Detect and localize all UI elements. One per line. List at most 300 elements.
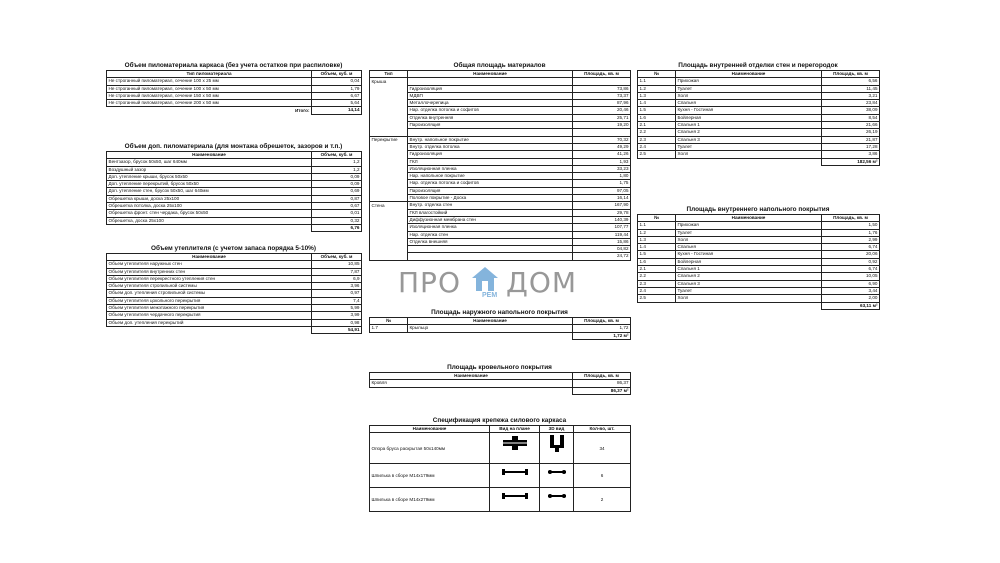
- fasteners-section: [369, 417, 630, 512]
- row-value: 119,44: [573, 231, 631, 238]
- row-name: Вентзазор, брусок 50х50, шаг 640мм: [107, 159, 312, 166]
- table-row: [638, 244, 880, 251]
- row-value: 5,99: [312, 305, 362, 312]
- lumber-section: [106, 62, 361, 115]
- row-value: 17,28: [822, 143, 880, 150]
- row-type: [370, 107, 408, 114]
- stud-plan-icon: [490, 488, 540, 512]
- row-number: 1.4: [638, 100, 676, 107]
- row-value: 7,4: [312, 297, 362, 304]
- row-name: МДВП: [408, 92, 573, 99]
- table-row: [107, 166, 362, 173]
- table-row: [638, 229, 880, 236]
- row-value: 0,87: [312, 195, 362, 202]
- row-value: 0,98: [312, 319, 362, 326]
- row-value: 6,74: [822, 244, 880, 251]
- row-number: 1.6: [638, 258, 676, 265]
- row-number: 2.5: [638, 295, 676, 302]
- col-header: Площадь, кв. м: [822, 71, 880, 78]
- row-value: 6,67: [312, 92, 362, 99]
- row-type: [370, 209, 408, 216]
- fasteners-table: [369, 425, 631, 512]
- table-row: [638, 136, 880, 143]
- row-value: 3,86: [822, 151, 880, 158]
- total-value: 63,11 м²: [822, 302, 880, 309]
- row-name: Шпилька в сборе М14х279мм: [370, 488, 490, 512]
- table-row: [638, 143, 880, 150]
- row-name: Объем утеплителя внутренних стен: [107, 268, 312, 275]
- row-number: 1.7: [370, 325, 408, 332]
- row-value: 1,72: [573, 325, 631, 332]
- row-type: [370, 129, 408, 136]
- row-value: 6,56: [822, 78, 880, 85]
- insulation-table: [106, 253, 362, 334]
- table-row: [370, 253, 631, 260]
- col-header: Площадь, кв. м: [822, 215, 880, 222]
- row-type: Перекрытие: [370, 136, 408, 143]
- row-value: 16,14: [573, 195, 631, 202]
- row-value: 73,86: [573, 85, 631, 92]
- row-value: 29,78: [573, 209, 631, 216]
- total-value: 182,56 м²: [822, 158, 880, 165]
- row-value: 49,29: [573, 143, 631, 150]
- table-row: [638, 287, 880, 294]
- row-type: [370, 187, 408, 194]
- row-value: 0,92: [822, 258, 880, 265]
- roof-table: [369, 372, 631, 395]
- table-row: [370, 78, 631, 85]
- row-type: [370, 122, 408, 129]
- row-name: Пароизоляция: [408, 122, 573, 129]
- row-value: 0,04: [312, 78, 362, 85]
- table-row: [638, 266, 880, 273]
- table-row: [107, 305, 362, 312]
- row-name: Холл: [676, 92, 822, 99]
- col-header: Наименование: [408, 71, 573, 78]
- col-header: Кол-во, шт.: [574, 426, 631, 433]
- row-name: Кровля: [370, 380, 573, 387]
- table-row: [107, 100, 362, 107]
- blank-cell: [408, 332, 573, 339]
- row-value: 20,06: [822, 251, 880, 258]
- row-type: [370, 100, 408, 107]
- blank-cell: [638, 302, 676, 309]
- row-number: 1.2: [638, 85, 676, 92]
- row-name: Внутр. отделка стен: [408, 202, 573, 209]
- row-value: [573, 78, 631, 85]
- row-value: 1,75: [573, 180, 631, 187]
- table-row: [638, 151, 880, 158]
- table-row: [370, 216, 631, 223]
- row-value: 8,54: [822, 114, 880, 121]
- row-name: Диффузионная мембрана стен: [408, 216, 573, 223]
- table-row: [107, 78, 362, 85]
- row-name: Объем утеплителя чердачного перекрытия: [107, 312, 312, 319]
- table-row: [370, 143, 631, 150]
- row-name: ГКЛ влагостойкий: [408, 209, 573, 216]
- row-name: Нар. отделка потолка и софитов: [408, 180, 573, 187]
- row-type: [370, 195, 408, 202]
- row-value: 1,76: [822, 229, 880, 236]
- table-row: [370, 165, 631, 172]
- outdoor-floor-section: [369, 309, 630, 340]
- row-name: Кухня - Гостиная: [676, 251, 822, 258]
- row-value: 38,09: [822, 107, 880, 114]
- row-name: Не строганный пиломатериал, сечение 150 x 50 мм: [107, 92, 312, 99]
- table-row: [370, 151, 631, 158]
- row-number: 2.2: [638, 273, 676, 280]
- table-row: [638, 114, 880, 121]
- row-name: Спальня 2: [676, 273, 822, 280]
- table-row: [370, 180, 631, 187]
- row-name: Холл: [676, 151, 822, 158]
- row-value: 7,87: [312, 268, 362, 275]
- row-name: Спальня 1: [676, 266, 822, 273]
- table-row: [638, 258, 880, 265]
- row-name: Холл: [676, 236, 822, 243]
- table-row: [370, 209, 631, 216]
- row-value: 107,77: [573, 224, 631, 231]
- row-value: 11,45: [822, 85, 880, 92]
- row-name: Доп. утепление перекрытий, брусок 50х50: [107, 181, 312, 188]
- row-name: Туалет: [676, 85, 822, 92]
- row-name: [408, 253, 573, 260]
- row-name: Бойлерная: [676, 114, 822, 121]
- row-type: [370, 253, 408, 260]
- row-value: 97,05: [573, 187, 631, 194]
- row-value: 3,96: [312, 283, 362, 290]
- row-value: 04,82: [573, 246, 631, 253]
- col-header: Объем, куб. м: [312, 254, 362, 261]
- row-value: 2,99: [822, 236, 880, 243]
- row-value: 0,97: [312, 290, 362, 297]
- row-name: Холл: [676, 295, 822, 302]
- row-name: Доп. утепление крыши, брусок 50х50: [107, 173, 312, 180]
- row-name: Туалет: [676, 229, 822, 236]
- row-value: 2,00: [822, 295, 880, 302]
- row-name: Обрешетка крыши, доска 25х100: [107, 195, 312, 202]
- col-header: Объем, куб. м: [312, 152, 362, 159]
- table-row: [107, 261, 362, 268]
- row-name: Объем доп. утепления стропильной системы: [107, 290, 312, 297]
- row-name: Нар. отделка стен: [408, 231, 573, 238]
- row-number: 2.4: [638, 287, 676, 294]
- row-name: Нар. отделка потолка и софитов: [408, 107, 573, 114]
- stud-3d-icon: [540, 464, 574, 488]
- row-number: 2.3: [638, 280, 676, 287]
- col-header: Вид на плане: [490, 426, 540, 433]
- row-name: ГКЛ: [408, 158, 573, 165]
- row-name: [408, 129, 573, 136]
- indoor-floor-section: [637, 206, 879, 310]
- stud-3d-icon: [540, 488, 574, 512]
- extra-lumber-title: Объем доп. пиломатериала (для монтажа обрешеток, зазоров и т.п.): [124, 143, 343, 150]
- bracket-plan-icon: [490, 433, 540, 464]
- table-row: [638, 295, 880, 302]
- total-row: [107, 326, 362, 333]
- table-row: [370, 202, 631, 209]
- col-header: Объем, куб. м: [312, 71, 362, 78]
- col-header: Наименование: [676, 215, 822, 222]
- blank-cell: [676, 302, 822, 309]
- row-name: Объем утеплителя цокольного перекрытия: [107, 297, 312, 304]
- row-name: Пароизоляция: [408, 187, 573, 194]
- row-name: Спальня: [676, 244, 822, 251]
- table-row: [370, 325, 631, 332]
- table-row: [370, 195, 631, 202]
- walls-finish-section: [637, 62, 879, 166]
- col-header: Площадь, кв. м: [573, 318, 631, 325]
- row-number: 1.3: [638, 236, 676, 243]
- row-type: Крыша: [370, 78, 408, 85]
- table-row: [370, 224, 631, 231]
- col-header: Наименование: [676, 71, 822, 78]
- total-row: [638, 158, 880, 165]
- table-row: [638, 222, 880, 229]
- row-name: Объем утеплителя стропильной системы: [107, 283, 312, 290]
- row-number: 1.1: [638, 222, 676, 229]
- col-header: №: [638, 71, 676, 78]
- table-row: [638, 107, 880, 114]
- row-value: 140,39: [573, 216, 631, 223]
- row-number: 2.1: [638, 266, 676, 273]
- total-label: [107, 224, 312, 231]
- table-row: [370, 246, 631, 253]
- row-name: Спальня 1: [676, 122, 822, 129]
- total-value: 6,76: [312, 224, 362, 231]
- row-value: 20,46: [573, 107, 631, 114]
- row-value: 1,79: [312, 85, 362, 92]
- row-qty: 34: [574, 433, 631, 464]
- row-name: Доп. утепление стен, брусок 50х50, шаг 640мм: [107, 188, 312, 195]
- total-value: 86,37 м²: [573, 387, 631, 394]
- table-row: [107, 319, 362, 326]
- row-value: 1,2: [312, 159, 362, 166]
- table-row: [638, 129, 880, 136]
- row-number: 2.5: [638, 151, 676, 158]
- row-value: 1,80: [573, 173, 631, 180]
- row-type: [370, 238, 408, 245]
- table-row: [638, 78, 880, 85]
- row-name: Не строганный пиломатериал, сечение 100 x 25 мм: [107, 78, 312, 85]
- blank-cell: [638, 158, 676, 165]
- row-name: Кухня - Гостиная: [676, 107, 822, 114]
- col-header: Наименование: [107, 152, 312, 159]
- row-type: [370, 143, 408, 150]
- bracket-3d-icon: [540, 433, 574, 464]
- row-value: 0,01: [312, 210, 362, 217]
- row-number: 1.4: [638, 244, 676, 251]
- row-value: 24,72: [573, 253, 631, 260]
- row-name: Прихожая: [676, 222, 822, 229]
- row-number: 1.5: [638, 107, 676, 114]
- blank-cell: [370, 332, 408, 339]
- row-number: 2.2: [638, 129, 676, 136]
- table-row: [370, 464, 631, 488]
- table-row: [370, 114, 631, 121]
- row-name: Внутр. отделка потолка: [408, 143, 573, 150]
- total-label: [107, 326, 312, 333]
- total-row: [370, 332, 631, 339]
- col-header: Тип: [370, 71, 408, 78]
- materials-section: [369, 62, 630, 261]
- row-name: [408, 78, 573, 85]
- table-row: [107, 290, 362, 297]
- row-value: 3,44: [822, 287, 880, 294]
- row-type: [370, 231, 408, 238]
- col-header: Площадь, кв. м: [573, 71, 631, 78]
- outdoor-floor-title: Площадь наружного напольного покрытия: [431, 309, 568, 316]
- row-value: 3,21: [822, 92, 880, 99]
- table-row: [638, 100, 880, 107]
- table-row: [370, 158, 631, 165]
- row-name: Гидроизоляция: [408, 85, 573, 92]
- row-name: Спальня: [676, 100, 822, 107]
- lumber-table: [106, 70, 362, 115]
- row-type: [370, 92, 408, 99]
- roof-title: Площадь кровельного покрытия: [447, 364, 552, 371]
- table-row: [370, 488, 631, 512]
- table-row: [638, 236, 880, 243]
- row-type: [370, 151, 408, 158]
- row-name: Объем утеплителя межэтажного перекрытия: [107, 305, 312, 312]
- row-value: 167,90: [573, 202, 631, 209]
- row-name: Не строганный пиломатериал, сечение 200 x 50 мм: [107, 100, 312, 107]
- total-row: [638, 302, 880, 309]
- row-name: Гидроизоляция: [408, 151, 573, 158]
- table-row: [107, 268, 362, 275]
- row-name: Шпилька в сборе М14х179мм: [370, 464, 490, 488]
- row-value: 15,86: [573, 238, 631, 245]
- row-value: 10,05: [822, 273, 880, 280]
- col-header: №: [370, 318, 408, 325]
- row-value: 6,9: [312, 275, 362, 282]
- row-number: 1.1: [638, 78, 676, 85]
- row-name: Отделка внешняя: [408, 238, 573, 245]
- row-value: 25,71: [573, 114, 631, 121]
- lumber-title: Объем пиломатериала каркаса (без учета остатков при распиловке): [124, 62, 343, 69]
- outdoor-floor-table: [369, 317, 631, 340]
- table-row: [370, 92, 631, 99]
- row-value: 0,67: [312, 203, 362, 210]
- blank-cell: [676, 158, 822, 165]
- table-row: [370, 231, 631, 238]
- col-header: Площадь, кв. м: [573, 373, 631, 380]
- row-name: Изоляционная пленка: [408, 165, 573, 172]
- row-name: Воздушный зазор: [107, 166, 312, 173]
- row-name: Объем утеплителя перекрестного утепления стен: [107, 275, 312, 282]
- row-value: 86,37: [573, 380, 631, 387]
- row-qty: 6: [574, 464, 631, 488]
- row-value: 0,69: [312, 188, 362, 195]
- insulation-title: Объем утеплителя (с учетом запаса порядка 5-10%): [151, 245, 316, 252]
- col-header: 3D вид: [540, 426, 574, 433]
- row-name: Половое покрытие - Доска: [408, 195, 573, 202]
- house-icon: [470, 264, 500, 294]
- total-row: [107, 224, 362, 231]
- row-value: 1,2: [312, 166, 362, 173]
- extra-lumber-section: [106, 143, 361, 232]
- row-number: 2.3: [638, 136, 676, 143]
- row-number: 2.4: [638, 143, 676, 150]
- insulation-section: [106, 245, 361, 334]
- row-name: Объем доп. утепления перекрытий: [107, 319, 312, 326]
- materials-table: [369, 70, 631, 261]
- table-row: [638, 122, 880, 129]
- row-type: [370, 224, 408, 231]
- table-row: [107, 283, 362, 290]
- walls-finish-title: Площадь внутренней отделки стен и перегородок: [678, 62, 838, 69]
- row-name: Обрешетка потолка, доска 25х100: [107, 203, 312, 210]
- table-row: [107, 85, 362, 92]
- table-row: [370, 173, 631, 180]
- col-header: Наименование: [370, 373, 573, 380]
- table-row: [107, 159, 362, 166]
- row-value: 6,90: [822, 280, 880, 287]
- materials-title: Общая площадь материалов: [453, 62, 546, 69]
- row-name: Обрешетка, доска 25х100: [107, 217, 312, 224]
- row-value: 73,37: [573, 92, 631, 99]
- table-row: [638, 273, 880, 280]
- row-name: Обрешетка фронт. стен чердака, брусок 50х50: [107, 210, 312, 217]
- total-label: Итого:: [295, 107, 310, 113]
- row-value: 0,09: [312, 173, 362, 180]
- table-row: [107, 312, 362, 319]
- row-value: 0,32: [312, 217, 362, 224]
- total-row: [107, 107, 362, 114]
- table-row: [370, 433, 631, 464]
- row-value: 0,09: [312, 181, 362, 188]
- watermark-right: ДОМ: [506, 266, 578, 299]
- table-row: [370, 85, 631, 92]
- table-row: [107, 92, 362, 99]
- row-name: Туалет: [676, 287, 822, 294]
- indoor-floor-table: [637, 214, 880, 310]
- total-value: 14,14: [312, 107, 362, 114]
- roof-section: [369, 364, 630, 395]
- indoor-floor-title: Площадь внутреннего напольного покрытия: [686, 206, 830, 213]
- col-header: Наименование: [408, 318, 573, 325]
- row-qty: 2: [574, 488, 631, 512]
- row-name: Туалет: [676, 143, 822, 150]
- row-type: [370, 158, 408, 165]
- table-row: [370, 100, 631, 107]
- table-row: [638, 85, 880, 92]
- row-name: [408, 246, 573, 253]
- table-row: [107, 217, 362, 224]
- row-name: Спальня 3: [676, 280, 822, 287]
- watermark-left: ПРО: [398, 266, 461, 299]
- row-value: 6,74: [822, 266, 880, 273]
- row-name: Металлочерепица: [408, 100, 573, 107]
- row-number: 1.6: [638, 114, 676, 121]
- row-type: [370, 85, 408, 92]
- stud-plan-icon: [490, 464, 540, 488]
- row-value: 23,84: [822, 100, 880, 107]
- row-name: Изоляционная пленка: [408, 224, 573, 231]
- row-value: 19,20: [573, 122, 631, 129]
- row-name: Внутр. напольное покрытие: [408, 136, 573, 143]
- row-name: Нар. напольное покрытие: [408, 173, 573, 180]
- table-row: [370, 129, 631, 136]
- row-type: [370, 216, 408, 223]
- col-header: №: [638, 215, 676, 222]
- table-row: [370, 122, 631, 129]
- table-row: [107, 275, 362, 282]
- row-value: 26,19: [822, 129, 880, 136]
- total-value: 54,91: [312, 326, 362, 333]
- fasteners-title: Спецификация крепежа силового каркаса: [432, 417, 567, 424]
